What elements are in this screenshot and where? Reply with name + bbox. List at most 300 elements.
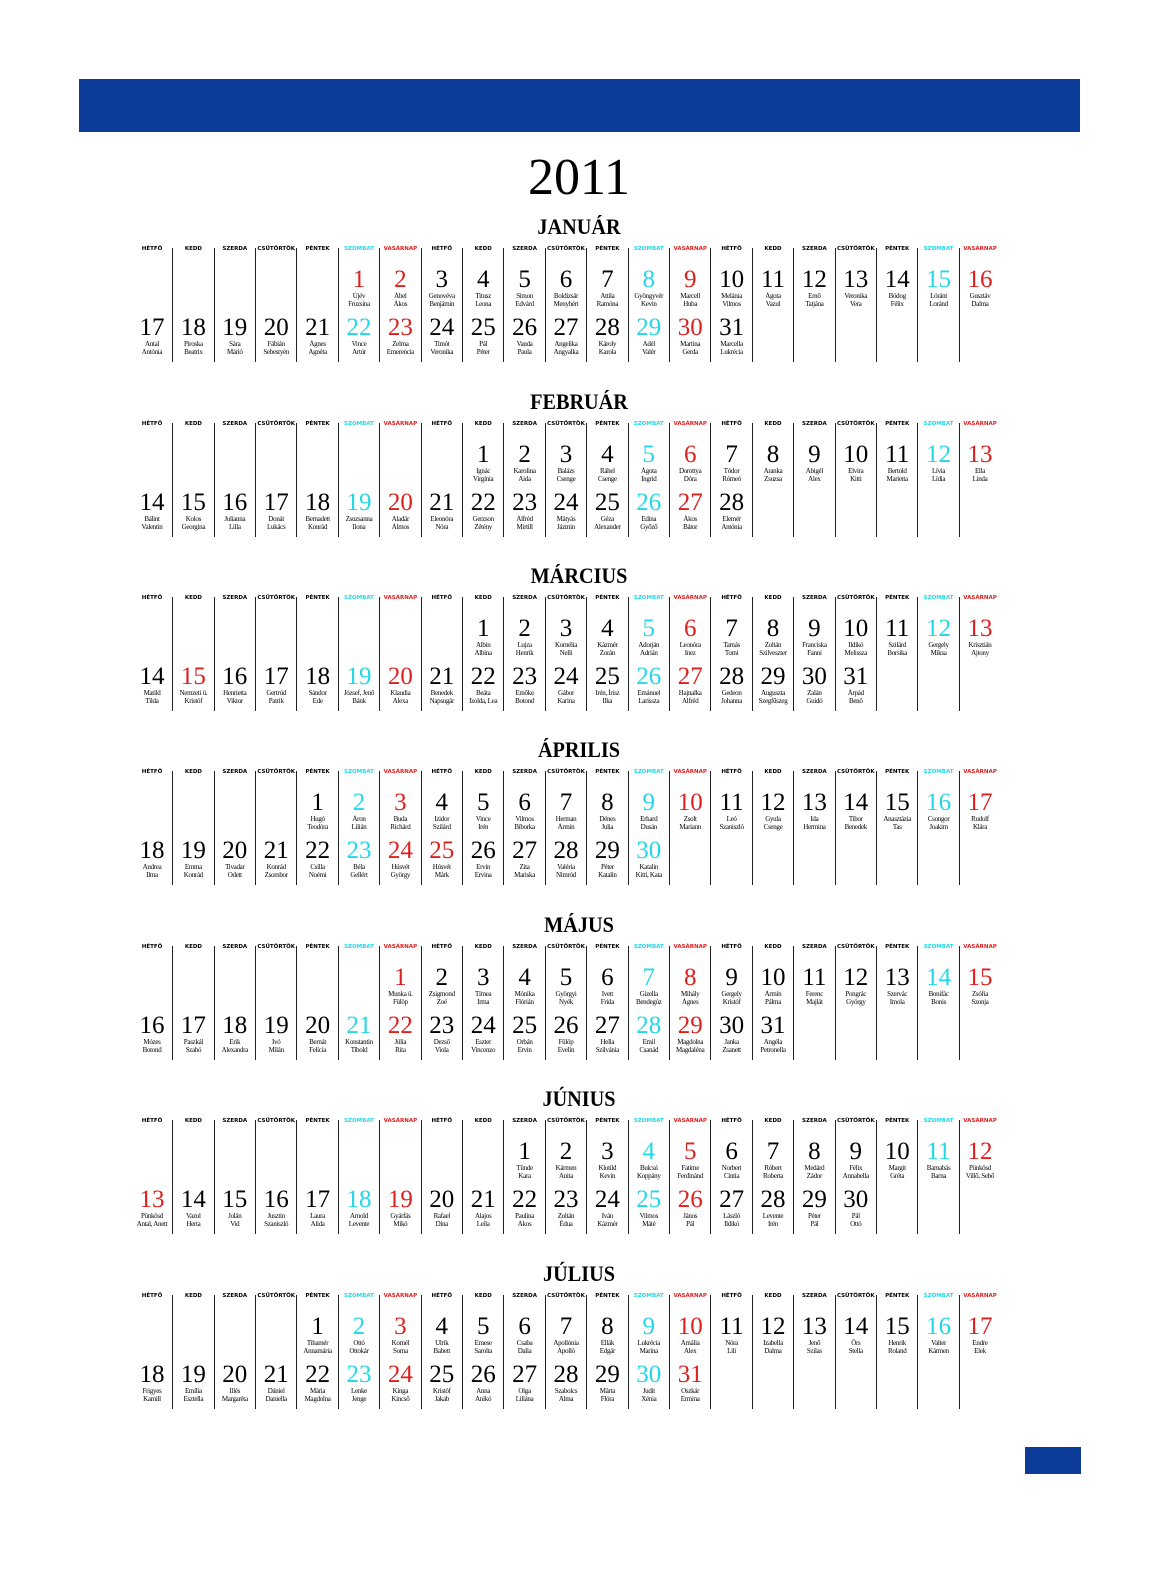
weekday-label: HÉTFŐ [721,246,742,252]
weekday-label: VASÁRNAP [383,769,418,775]
weekday-label: VASÁRNAP [673,595,707,601]
month-title: JANUÁR [537,214,621,239]
day-number: 4 [435,1313,449,1340]
day-cell [960,1314,1001,1355]
day-cell [173,838,214,879]
day-number: 15 [180,663,206,690]
day-cell [587,490,628,531]
weekday-label: VASÁRNAP [963,246,997,252]
day-number: 14 [843,789,869,816]
nameday-2: Szaniszló [719,823,744,831]
nameday-2: Antal, Anett [136,1220,168,1228]
day-number: 27 [594,1012,620,1039]
month-title: FEBRUÁR [530,389,628,414]
nameday-2: Stella [848,1347,863,1355]
nameday-2: Alida [310,1220,325,1228]
day-number: 13 [843,266,869,293]
day-number: 11 [719,789,744,816]
weekday-label: PÉNTEK [595,944,620,950]
day-number: 22 [305,837,331,864]
day-cell [297,1013,338,1054]
nameday-2: Veronika [430,348,454,356]
nameday-2: Zsanett [722,1046,741,1054]
day-cell [339,267,380,308]
weekday-label: SZOMBAT [923,1293,954,1299]
nameday-2: Adrián [639,649,658,657]
day-number: 18 [139,837,165,864]
day-cell [835,267,876,308]
nameday-2: Zorán [599,649,615,657]
weekday-label: KEDD [184,769,202,775]
weekday-label: CSÜTÖRTÖK [547,1293,585,1299]
nameday-1: Konrád [266,863,286,871]
weekday-label: SZERDA [222,1118,248,1124]
day-cell [421,1187,462,1228]
nameday-2: Akos [517,1220,532,1228]
day-number: 17 [180,1012,206,1039]
day-cell [877,267,918,308]
nameday-2: Csanád [639,1046,659,1054]
day-number: 26 [512,314,538,341]
day-cell [380,267,421,308]
nameday-2: Irma [477,998,490,1006]
day-cell [794,1139,835,1180]
weekday-label: VASÁRNAP [383,246,418,252]
day-cell [173,1187,214,1228]
weekday-label: SZOMBAT [344,421,374,427]
day-number: 7 [601,266,614,293]
nameday-2: Sarolta [474,1347,493,1355]
day-cell [132,1013,173,1054]
day-cell [214,315,255,356]
weekday-label: VASÁRNAP [673,421,707,427]
nameday-1: Ottó [353,1339,365,1347]
day-number: 5 [642,615,656,642]
nameday-1: Beáta [475,689,491,697]
day-number: 30 [801,663,827,690]
nameday-2: Valér [642,348,656,356]
day-number: 18 [139,1361,165,1388]
weekday-label: CSÜTÖRTÖK [547,1118,585,1124]
nameday-2: Szegfűszeg [758,697,788,705]
weekday-label: HÉTFŐ [431,944,453,950]
day-cell [256,838,297,879]
day-cell [918,1139,959,1180]
nameday-1: Munka ü. [388,990,413,998]
day-number: 30 [843,1186,869,1213]
day-cell [421,664,462,705]
nameday-2: Melissza [844,649,868,657]
weekday-label: VASÁRNAP [383,1118,418,1124]
day-cell [960,616,1001,657]
nameday-1: Paulina [515,1212,535,1220]
nameday-2: Lilián [351,823,367,831]
day-number: 23 [429,1012,455,1039]
month-title: JÚLIUS [543,1261,615,1286]
day-number: 24 [429,314,455,341]
weekday-label: CSÜTÖRTÖK [547,769,585,775]
day-cell [380,664,421,705]
weekday-label: PÉNTEK [595,421,620,427]
day-cell [504,1139,545,1180]
nameday-2: Flóra [600,1395,615,1403]
day-cell [297,790,338,831]
day-cell [587,267,628,308]
nameday-2: Katalin [598,871,617,879]
nameday-1: Vince [351,340,367,348]
nameday-1: Gedeon [721,689,742,697]
day-number: 20 [305,1012,331,1039]
day-number: 2 [435,964,449,991]
nameday-1: Ulrik [435,1339,449,1347]
nameday-1: Elvira [848,467,864,475]
nameday-1: Pünkösd [968,1164,992,1172]
weekday-label: KEDD [184,1118,202,1124]
day-number: 20 [263,314,289,341]
day-cell [628,315,669,356]
day-number: 6 [683,615,697,642]
nameday-1: Zoltán [764,641,782,649]
weekday-label: VASÁRNAP [673,944,707,950]
nameday-2: Alma [558,1395,574,1403]
nameday-2: Evelin [557,1046,575,1054]
day-number: 22 [305,1361,331,1388]
weekday-label: KEDD [184,246,202,252]
day-number: 22 [470,663,496,690]
day-cell [339,315,380,356]
nameday-2: Ármin [557,823,575,831]
nameday-1: Valter [931,1339,947,1347]
day-cell [297,1314,338,1355]
weekday-label: CSÜTÖRTÖK [836,1293,875,1299]
day-number: 15 [180,489,206,516]
nameday-2: Nóra [435,523,449,531]
day-number: 2 [394,266,407,293]
day-cell [339,1362,380,1403]
nameday-2: Zsombor [264,871,288,879]
day-cell [132,1187,173,1228]
day-number: 18 [180,314,206,341]
nameday-2: Teodóra [307,823,328,831]
day-number: 22 [470,489,496,516]
nameday-1: Valéria [557,863,575,871]
nameday-1: Ildikó [848,641,864,649]
day-number: 25 [594,663,620,690]
nameday-1: Illés [229,1387,241,1395]
weekday-label: SZERDA [512,769,537,775]
day-cell [173,490,214,531]
day-number: 12 [801,266,827,293]
nameday-2: Angyalka [553,348,579,356]
nameday-2: Pál [810,1220,819,1228]
day-number: 16 [222,489,248,516]
nameday-1: Elemér [722,515,741,523]
day-cell [628,838,669,879]
nameday-1: Emőke [515,689,534,697]
day-number: 24 [387,1361,413,1388]
nameday-2: Dalma [764,1347,782,1355]
weekday-label: KEDD [184,421,202,427]
day-cell [297,1187,338,1228]
nameday-1: Gábor [558,689,574,697]
day-number: 16 [926,789,952,816]
nameday-2: Tas [892,823,902,831]
weekday-label: SZOMBAT [344,944,374,950]
day-cell [670,965,711,1006]
day-number: 4 [518,964,531,991]
nameday-2: Aida [518,475,531,483]
weekday-label: VASÁRNAP [383,1293,418,1299]
nameday-1: Henrik [888,1339,906,1347]
weekday-label: KEDD [764,246,782,252]
day-number: 1 [352,266,366,293]
nameday-2: Kármen [928,1347,949,1355]
nameday-1: Eszter [475,1038,492,1046]
day-number: 1 [394,964,407,991]
nameday-1: Ráhel [599,467,615,475]
weekday-label: PÉNTEK [305,246,330,252]
weekday-label: SZERDA [802,1293,827,1299]
day-number: 6 [725,1138,738,1165]
nameday-2: Konrád [183,871,203,879]
day-number: 26 [636,489,662,516]
weekday-label: SZERDA [802,944,827,950]
nameday-2: Szilárd [432,823,451,831]
nameday-1: Márta [599,1387,615,1395]
day-cell [132,1362,173,1403]
nameday-1: Timót [434,340,450,348]
nameday-2: Csenge [763,823,783,831]
weekday-label: VASÁRNAP [963,944,997,950]
nameday-1: Ármin [764,990,782,998]
weekday-label: CSÜTÖRTÖK [547,421,585,427]
weekday-label: KEDD [474,1118,492,1124]
day-number: 10 [719,266,745,293]
nameday-1: Ernő [808,292,821,300]
day-cell [214,1187,255,1228]
nameday-1: Katalin [639,863,659,871]
day-cell [546,965,587,1006]
nameday-2: Ferdinánd [677,1172,704,1180]
day-number: 14 [843,1313,869,1340]
nameday-2: Ilma [146,871,158,879]
nameday-2: Koppány [637,1172,661,1180]
nameday-2: Zétény [474,523,492,531]
day-cell [546,1013,587,1054]
day-number: 7 [642,964,656,991]
nameday-2: Virgínia [472,475,494,483]
weekday-label: KEDD [474,1293,492,1299]
weekday-label: PÉNTEK [885,1118,910,1124]
day-cell [504,790,545,831]
weekday-label: SZOMBAT [344,595,374,601]
day-number: 10 [677,1313,703,1340]
nameday-1: Eleonóra [430,515,454,523]
day-cell [711,1013,752,1054]
nameday-1: Bonifác [928,990,949,998]
day-cell [628,1013,669,1054]
weekday-label: SZERDA [222,944,248,950]
weekday-label: SZOMBAT [923,246,954,252]
day-cell [339,664,380,705]
nameday-2: Zoé [436,998,447,1006]
day-number: 1 [476,615,490,642]
weekday-label: SZOMBAT [923,595,954,601]
day-number: 23 [512,663,538,690]
nameday-2: Mikó [393,1220,408,1228]
day-number: 21 [346,1012,372,1039]
day-cell [587,442,628,483]
nameday-2: Ágnes [681,998,699,1006]
nameday-2: Inez [684,649,696,657]
day-cell [628,1362,669,1403]
day-cell [546,790,587,831]
nameday-2: Ottokár [349,1347,369,1355]
day-cell [711,664,752,705]
day-cell [587,616,628,657]
nameday-1: Csaba [516,1339,533,1347]
day-number: 28 [553,1361,579,1388]
day-cell [463,315,504,356]
day-cell [546,838,587,879]
weekday-label: KEDD [474,595,492,601]
nameday-2: Izolda, Lea [469,697,498,705]
weekday-label: PÉNTEK [305,1293,330,1299]
day-cell [339,1314,380,1355]
nameday-1: Mária [309,1387,326,1395]
nameday-1: Zelma [392,340,409,348]
month-grid [136,1117,1030,1237]
day-cell [670,664,711,705]
weekday-label: HÉTFŐ [721,1118,742,1124]
day-number: 8 [642,266,656,293]
nameday-2: Guidó [806,697,823,705]
nameday-1: Szabolcs [554,1387,578,1395]
day-number: 16 [222,663,248,690]
day-cell [835,965,876,1006]
nameday-2: Ede [312,697,323,705]
nameday-1: Félix [849,1164,863,1172]
day-number: 26 [470,837,496,864]
nameday-1: Ignác [476,467,491,475]
nameday-2: Vazul [765,300,781,308]
nameday-1: Arnold [349,1212,369,1220]
day-cell [546,267,587,308]
nameday-1: Tünde [516,1164,533,1172]
day-cell [380,838,421,879]
day-number: 20 [387,489,413,516]
day-number: 2 [352,1313,366,1340]
weekday-label: CSÜTÖRTÖK [836,1118,875,1124]
day-number: 13 [801,789,827,816]
nameday-2: Anita [558,1172,574,1180]
nameday-1: Marcell [680,292,701,300]
nameday-1: Julianna [224,515,246,523]
day-number: 31 [719,314,745,341]
day-cell [753,1314,794,1355]
day-number: 17 [263,663,289,690]
day-number: 1 [476,441,490,468]
nameday-1: Vilmos [515,815,534,823]
weekday-label: SZERDA [222,246,248,252]
nameday-2: Petronella [760,1046,786,1054]
nameday-2: Alfréd [681,697,699,705]
day-number: 21 [263,837,289,864]
nameday-1: Barnabás [926,1164,951,1172]
nameday-1: Ida [810,815,819,823]
weekday-label: SZOMBAT [633,769,664,775]
nameday-1: Ágota [640,467,657,475]
day-number: 10 [843,615,869,642]
day-cell [918,616,959,657]
day-cell [380,315,421,356]
day-cell [297,490,338,531]
nameday-2: Leona [475,300,492,308]
nameday-1: Júlia [394,1038,407,1046]
nameday-1: Zsigmond [428,990,455,998]
day-cell [587,664,628,705]
nameday-2: Fülöp [392,998,408,1006]
nameday-1: Sándor [308,689,327,697]
nameday-1: Magdolna [677,1038,704,1046]
day-cell [463,616,504,657]
weekday-label: KEDD [764,421,782,427]
day-number: 8 [601,1313,614,1340]
weekday-label: HÉTFŐ [431,1293,453,1299]
weekday-label: KEDD [474,769,492,775]
nameday-1: Boldizsár [553,292,579,300]
nameday-2: Frida [600,998,615,1006]
nameday-1: Kornélia [554,641,578,649]
nameday-2: Antónia [141,348,163,356]
nameday-2: Botond [515,697,534,705]
day-cell [504,1314,545,1355]
nameday-1: Bulcsú [639,1164,658,1172]
nameday-2: Majlát [806,998,823,1006]
weekday-label: VASÁRNAP [673,769,707,775]
day-number: 24 [470,1012,496,1039]
nameday-1: Adorján [638,641,660,649]
day-number: 24 [553,489,579,516]
day-cell [421,790,462,831]
nameday-2: Kamill [143,1395,161,1403]
day-number: 29 [636,314,662,341]
nameday-2: Jázmin [556,523,576,531]
nameday-2: Jenge [351,1395,367,1403]
weekday-label: HÉTFŐ [721,944,742,950]
day-cell [421,315,462,356]
nameday-1: Pongrác [845,990,867,998]
day-number: 21 [470,1186,496,1213]
nameday-2: Marina [639,1347,658,1355]
nameday-2: Miksa [930,649,947,657]
day-number: 27 [512,837,538,864]
corner-block [1025,1447,1081,1474]
day-number: 10 [843,441,869,468]
nameday-2: Szilvánia [595,1046,620,1054]
day-cell [256,664,297,705]
nameday-2: Félix [890,300,904,308]
nameday-2: Menyhért [553,300,579,308]
day-number: 8 [808,1138,821,1165]
nameday-1: Sára [229,340,241,348]
nameday-1: Veronika [844,292,868,300]
day-cell [504,664,545,705]
nameday-1: Károly [598,340,617,348]
day-number: 19 [180,837,206,864]
nameday-2: Cintia [723,1172,740,1180]
day-cell [173,1362,214,1403]
